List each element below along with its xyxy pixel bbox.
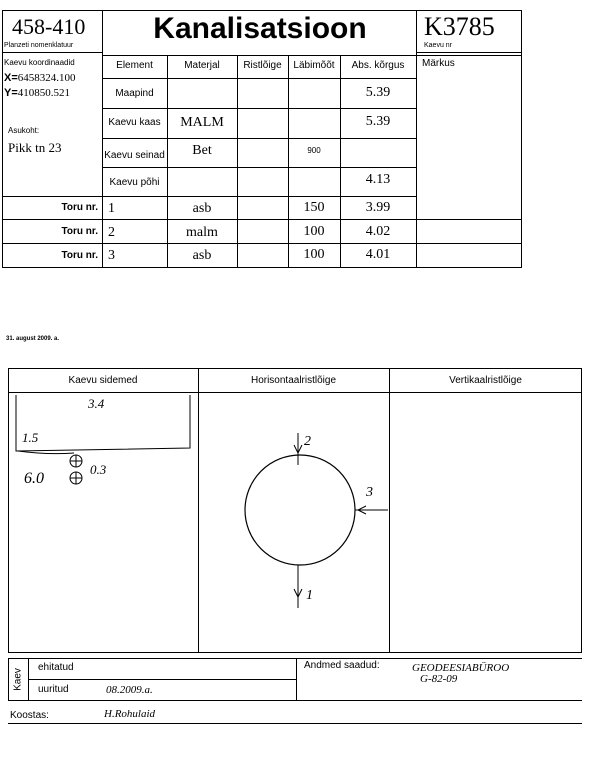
x-coordinate <box>4 72 76 84</box>
coords-caption: Kaevu koordinaadid <box>4 58 75 67</box>
pipe-2-label: 2 <box>304 434 311 449</box>
divider <box>102 167 416 168</box>
row-diameter: 900 <box>307 146 321 155</box>
composed-value: H.Rohulaid <box>104 708 156 720</box>
divider <box>8 658 582 659</box>
row-element: Kaevu kaas <box>108 117 161 128</box>
pipe-1-label: 1 <box>306 588 313 603</box>
data-source-label: Andmed saadud: <box>304 660 380 671</box>
divider <box>102 196 416 197</box>
sketch-label-bottom: 6.0 <box>24 470 44 487</box>
pipe-diameter: 150 <box>303 200 325 215</box>
pipe-label: Toru nr. <box>61 202 98 213</box>
pipe-label: Toru nr. <box>61 226 98 237</box>
sheet-caption: Planzeti nomenklatuur <box>4 42 74 49</box>
divider <box>416 10 417 268</box>
diagram-col-connections: Kaevu sidemed <box>68 375 138 386</box>
diagram-col-vertical: Vertikaalristlõige <box>449 375 522 386</box>
divider <box>8 700 582 701</box>
y-value: 410850.521 <box>17 87 71 99</box>
divider <box>2 196 102 197</box>
divider <box>102 108 416 109</box>
divider <box>389 368 390 653</box>
x-label: X= <box>4 72 18 84</box>
location-caption: Asukoht: <box>8 126 40 135</box>
sketch-label-left: 1.5 <box>22 430 39 445</box>
surveyed-label: uuritud <box>38 684 69 695</box>
date-label: 31. august 2009. a. <box>6 336 60 342</box>
col-header-element: Element <box>116 60 153 71</box>
y-label: Y= <box>4 87 18 99</box>
built-label: ehitatud <box>38 662 74 673</box>
surveyed-value: 08.2009.a. <box>106 684 153 696</box>
pipe-diameter: 100 <box>303 247 325 262</box>
row-material: MALM <box>180 115 224 130</box>
col-header-diameter: Läbimõõt <box>293 60 335 71</box>
diagram-col-horizontal: Horisontaalristlõige <box>250 375 337 386</box>
divider <box>8 658 9 700</box>
pipe-height: 4.01 <box>365 247 391 262</box>
divider <box>416 52 522 53</box>
pipe-material: asb <box>192 248 212 263</box>
sheet-number: 458-410 <box>12 14 86 39</box>
divider <box>2 243 522 244</box>
row-element: Kaevu seinad <box>104 150 165 161</box>
divider <box>102 138 416 139</box>
col-header-notes: Märkus <box>422 58 455 69</box>
sketch-label-top: 3.4 <box>88 396 105 411</box>
row-element: Maapind <box>115 88 154 99</box>
divider <box>102 10 103 268</box>
horizontal-section-drawing <box>198 393 389 648</box>
divider <box>102 78 416 79</box>
row-material: Bet <box>192 143 212 158</box>
sketch-label-bottom2: 0.3 <box>90 462 107 477</box>
data-source-code: G-82-09 <box>420 673 458 685</box>
pipe-3-label: 3 <box>366 485 373 500</box>
pipe-material: malm <box>186 225 218 240</box>
y-coordinate <box>4 87 70 99</box>
col-header-material: Materjal <box>184 60 220 71</box>
divider <box>8 723 582 724</box>
pipe-label: Toru nr. <box>61 250 98 261</box>
col-header-height: Abs. kõrgus <box>351 60 405 71</box>
divider <box>2 52 102 53</box>
pipe-diameter: 100 <box>303 224 325 239</box>
pipe-nr: 1 <box>108 201 115 216</box>
pipe-material: asb <box>192 201 212 216</box>
pipe-height: 4.02 <box>365 224 391 239</box>
pipe-height: 3.99 <box>365 200 391 215</box>
data-source-value: GEODEESIABÜROO <box>412 662 510 674</box>
row-height: 4.13 <box>365 172 391 187</box>
row-element: Kaevu põhi <box>109 177 160 188</box>
row-height: 5.39 <box>365 85 391 100</box>
well-id-caption: Kaevu nr <box>424 42 453 49</box>
pipe-nr: 2 <box>108 225 115 240</box>
footer-side-label: Kaev <box>12 668 24 691</box>
pipe-nr: 3 <box>108 248 115 263</box>
row-height: 5.39 <box>365 114 391 129</box>
divider <box>102 55 522 56</box>
col-header-section: Ristlõige <box>243 60 282 71</box>
divider <box>28 679 296 680</box>
divider <box>2 219 522 220</box>
well-id: K3785 <box>424 12 495 41</box>
divider <box>296 658 297 700</box>
composed-label: Koostas: <box>10 710 49 721</box>
divider <box>28 658 29 700</box>
divider <box>237 55 238 268</box>
page-title: Kanalisatsioon <box>153 12 367 45</box>
x-value: 6458324.100 <box>17 72 76 84</box>
location-value: Pikk tn 23 <box>8 140 62 155</box>
